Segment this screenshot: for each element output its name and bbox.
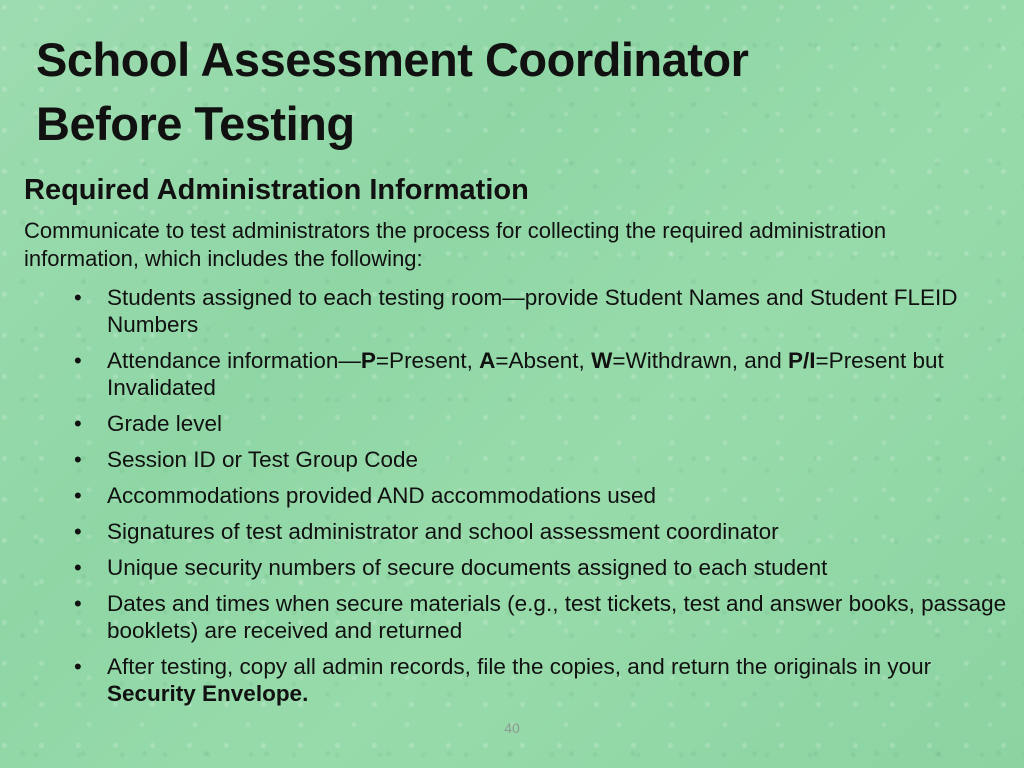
list-item <box>74 284 1007 338</box>
slide-title <box>36 28 748 156</box>
code-withdrawn: W <box>591 348 613 373</box>
bullet-icon: • <box>74 555 82 580</box>
bullet-list <box>74 284 1007 716</box>
intro-text: Communicate to test administrators the process for collecting the required administration information, which includes the following: <box>24 218 887 271</box>
list-item <box>74 653 1007 707</box>
list-item-text: After testing, copy all admin records, file the copies, and return the originals in your <box>107 654 932 679</box>
bullet-icon: • <box>74 483 82 508</box>
title-line-1: School Assessment Coordinator <box>36 33 749 86</box>
list-item-text: =Absent, <box>495 348 592 373</box>
list-item-text: Grade level <box>107 411 223 436</box>
bullet-icon: • <box>74 654 82 679</box>
list-item-text: =Present but Invalidated <box>107 348 944 400</box>
list-item-text: Unique security numbers of secure documents assigned to each student <box>107 555 828 580</box>
bullet-icon: • <box>74 591 82 616</box>
list-item-text: Accommodations provided AND accommodations used <box>107 483 657 508</box>
bullet-icon: • <box>74 348 82 373</box>
section-heading: Required Administration Information <box>24 174 529 206</box>
list-item-text: Students assigned to each testing room—provide Student Names and Student FLEID Numbers <box>107 285 958 337</box>
title-line-2: Before Testing <box>36 97 355 150</box>
list-item-text: Dates and times when secure materials (e.g., test tickets, test and answer books, passage booklets) are received and returned <box>107 591 1007 643</box>
list-item <box>74 446 1007 473</box>
list-item <box>74 347 1007 401</box>
list-item <box>74 518 1007 545</box>
list-item <box>74 554 1007 581</box>
code-invalidated: P/I <box>788 348 816 373</box>
list-item-text: Session ID or Test Group Code <box>107 447 418 472</box>
bullet-icon: • <box>74 447 82 472</box>
code-present: P <box>360 348 376 373</box>
list-item-text: Attendance information— <box>107 348 361 373</box>
list-item-text: =Withdrawn, and <box>612 348 789 373</box>
bullet-icon: • <box>74 285 82 310</box>
bullet-icon: • <box>74 519 82 544</box>
code-absent: A <box>479 348 496 373</box>
bullet-icon: • <box>74 411 82 436</box>
list-item-text: =Present, <box>375 348 480 373</box>
list-item <box>74 482 1007 509</box>
list-item <box>74 410 1007 437</box>
page-number: 40 <box>504 720 520 736</box>
list-item <box>74 590 1007 644</box>
list-item-text: Signatures of test administrator and school assessment coordinator <box>107 519 779 544</box>
security-envelope-label: Security Envelope. <box>107 681 309 706</box>
